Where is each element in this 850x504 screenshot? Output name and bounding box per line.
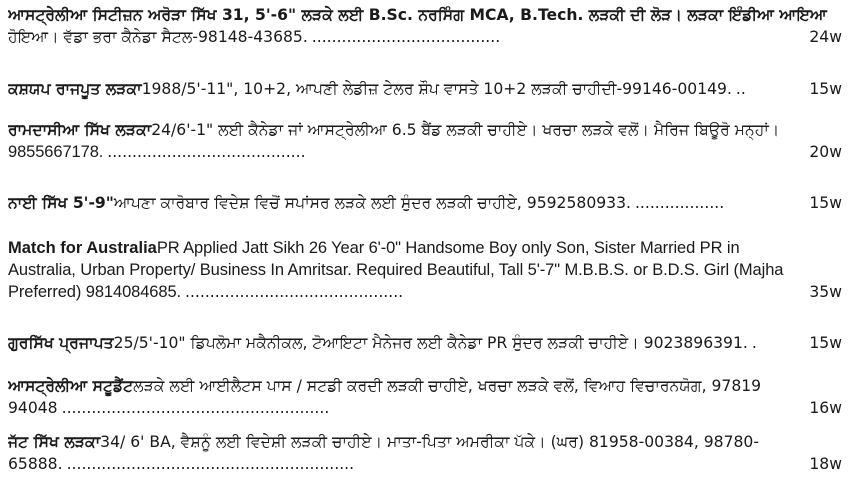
dot-leader: ...................................................... <box>61 399 330 417</box>
ad-text-line: Australia, Urban Property/ Business In Amritsar. Required Beautiful, Tall 5'-7" M.B.B.S. or B.D.S. Girl (Majha <box>8 261 784 279</box>
ad-heading: ਨਾਈ ਸਿੱਖ 5'-9" <box>8 194 114 212</box>
dot-leader: . <box>751 334 757 352</box>
classified-ad <box>8 375 842 419</box>
ad-heading: ਜੱਟ ਸਿੱਖ ਲੜਕਾ <box>8 433 101 451</box>
classified-ad <box>8 4 842 48</box>
ad-text-line: 1988/5'-11", 10+2, ਆਪਣੀ ਲੇਡੀਜ਼ ਟੇਲਰ ਸ਼ੌਪ ਵਾਸਤੇ 10+2 ਲੜਕੀ ਚਾਹੀਦੀ-99146-00149. <box>141 80 732 98</box>
classified-ad <box>8 78 842 100</box>
ad-text-line: 65888. <box>8 455 63 473</box>
ad-heading: ਆਸਟ੍ਰੇਲੀਆ ਸਟੂਡੈਂਟ <box>8 377 134 395</box>
classified-ad <box>8 332 842 354</box>
classified-ad <box>8 192 842 214</box>
dot-leader: .................. <box>634 194 725 212</box>
dot-leader: .......................................................... <box>66 455 355 473</box>
ad-price: 15w <box>809 80 842 98</box>
ad-text-line: 9855667178. <box>8 143 104 161</box>
ad-text-line: Preferred) 9814084685. <box>8 283 182 301</box>
dot-leader: ........................................ <box>107 143 306 161</box>
ad-text-line: PR Applied Jatt Sikh 26 Year 6'-0" Handsome Boy only Son, Sister Married PR in <box>156 239 740 257</box>
ad-price: 15w <box>809 194 842 212</box>
ad-price: 18w <box>809 455 842 473</box>
ad-text-line: ਹੋਇਆ। ਵੱਡਾ ਭਰਾ ਕੈਨੇਡਾ ਸੈਟਲ-98148-43685. <box>8 28 308 46</box>
dot-leader: ...................................... <box>311 28 501 46</box>
dot-leader: ............................................ <box>185 283 404 301</box>
ad-text-line: 94048 <box>8 399 58 417</box>
ad-heading: Match for Australia <box>8 239 157 257</box>
ad-text-line: ਲੜਕੇ ਲਈ ਆਈਲੈਟਸ ਪਾਸ / ਸਟਡੀ ਕਰਦੀ ਲੜਕੀ ਚਾਹੀਏ, ਖਰਚਾ ਲੜਕੇ ਵਲੋਂ, ਵਿਆਹ ਵਿਚਾਰਨਯੋਗ, 97819 <box>133 377 762 395</box>
dot-leader: .. <box>735 80 746 98</box>
ad-heading: ਗੁਰਸਿੱਖ ਪ੍ਰਜਾਪਤ <box>8 334 114 352</box>
ad-text-line: 24/6'-1" ਲਈ ਕੈਨੇਡਾ ਜਾਂ ਆਸਟ੍ਰੇਲੀਆ 6.5 ਬੈਂਡ ਲੜਕੀ ਚਾਹੀਏ। ਖਰਚਾ ਲੜਕੇ ਵਲੋਂ। ਮੈਰਿਜ ਬਿਊਰੋ ਮਨ੍ਹਾਂ। <box>151 121 780 139</box>
classified-ad <box>8 119 842 163</box>
ad-price: 35w <box>809 283 842 301</box>
ad-price: 20w <box>809 143 842 161</box>
ad-price: 15w <box>809 334 842 352</box>
ad-price: 24w <box>809 28 842 46</box>
ad-text-line: ਆਪਣਾ ਕਾਰੋਬਾਰ ਵਿਦੇਸ਼ ਵਿਚੋਂ ਸਪਾਂਸਰ ਲੜਕੇ ਲਈ ਸੁੰਦਰ ਲੜਕੀ ਚਾਹੀਏ, 9592580933. <box>113 194 631 212</box>
classified-ad <box>8 431 842 475</box>
ad-text-line: ਆਸਟ੍ਰੇਲੀਆ ਸਿਟੀਜ਼ਨ ਅਰੋੜਾ ਸਿੱਖ 31, 5'-6" ਲੜਕੇ ਲਈ B.Sc. ਨਰਸਿੰਗ MCA, B.Tech. ਲੜਕੀ ਦੀ ਲੋੜ। ਲੜਕਾ ਇੰਡੀਆ ਆਇਆ <box>8 6 827 24</box>
ad-price: 16w <box>809 399 842 417</box>
ad-text-line: 25/5'-10" ਡਿਪਲੋਮਾ ਮਕੈਨੀਕਲ, ਟੋਆਇਟਾ ਮੈਨੇਜਰ ਲਈ ਕੈਨੇਡਾ PR ਸੁੰਦਰ ਲੜਕੀ ਚਾਹੀਏ। 9023896391. <box>113 334 748 352</box>
ad-heading: ਰਾਮਦਾਸੀਆ ਸਿੱਖ ਲੜਕਾ <box>8 121 152 139</box>
ad-heading: ਕਸ਼ਯਪ ਰਾਜਪੂਤ ਲੜਕਾ <box>8 80 142 98</box>
classified-ad <box>8 237 842 303</box>
ad-text-line: 34/ 6' BA, ਵੈਸ਼ਨੂੰ ਲਈ ਵਿਦੇਸ਼ੀ ਲੜਕੀ ਚਾਹੀਏ। ਮਾਤਾ-ਪਿਤਾ ਅਮਰੀਕਾ ਪੱਕੇ। (ਘਰ) 81958-00384, 98780- <box>100 433 759 451</box>
